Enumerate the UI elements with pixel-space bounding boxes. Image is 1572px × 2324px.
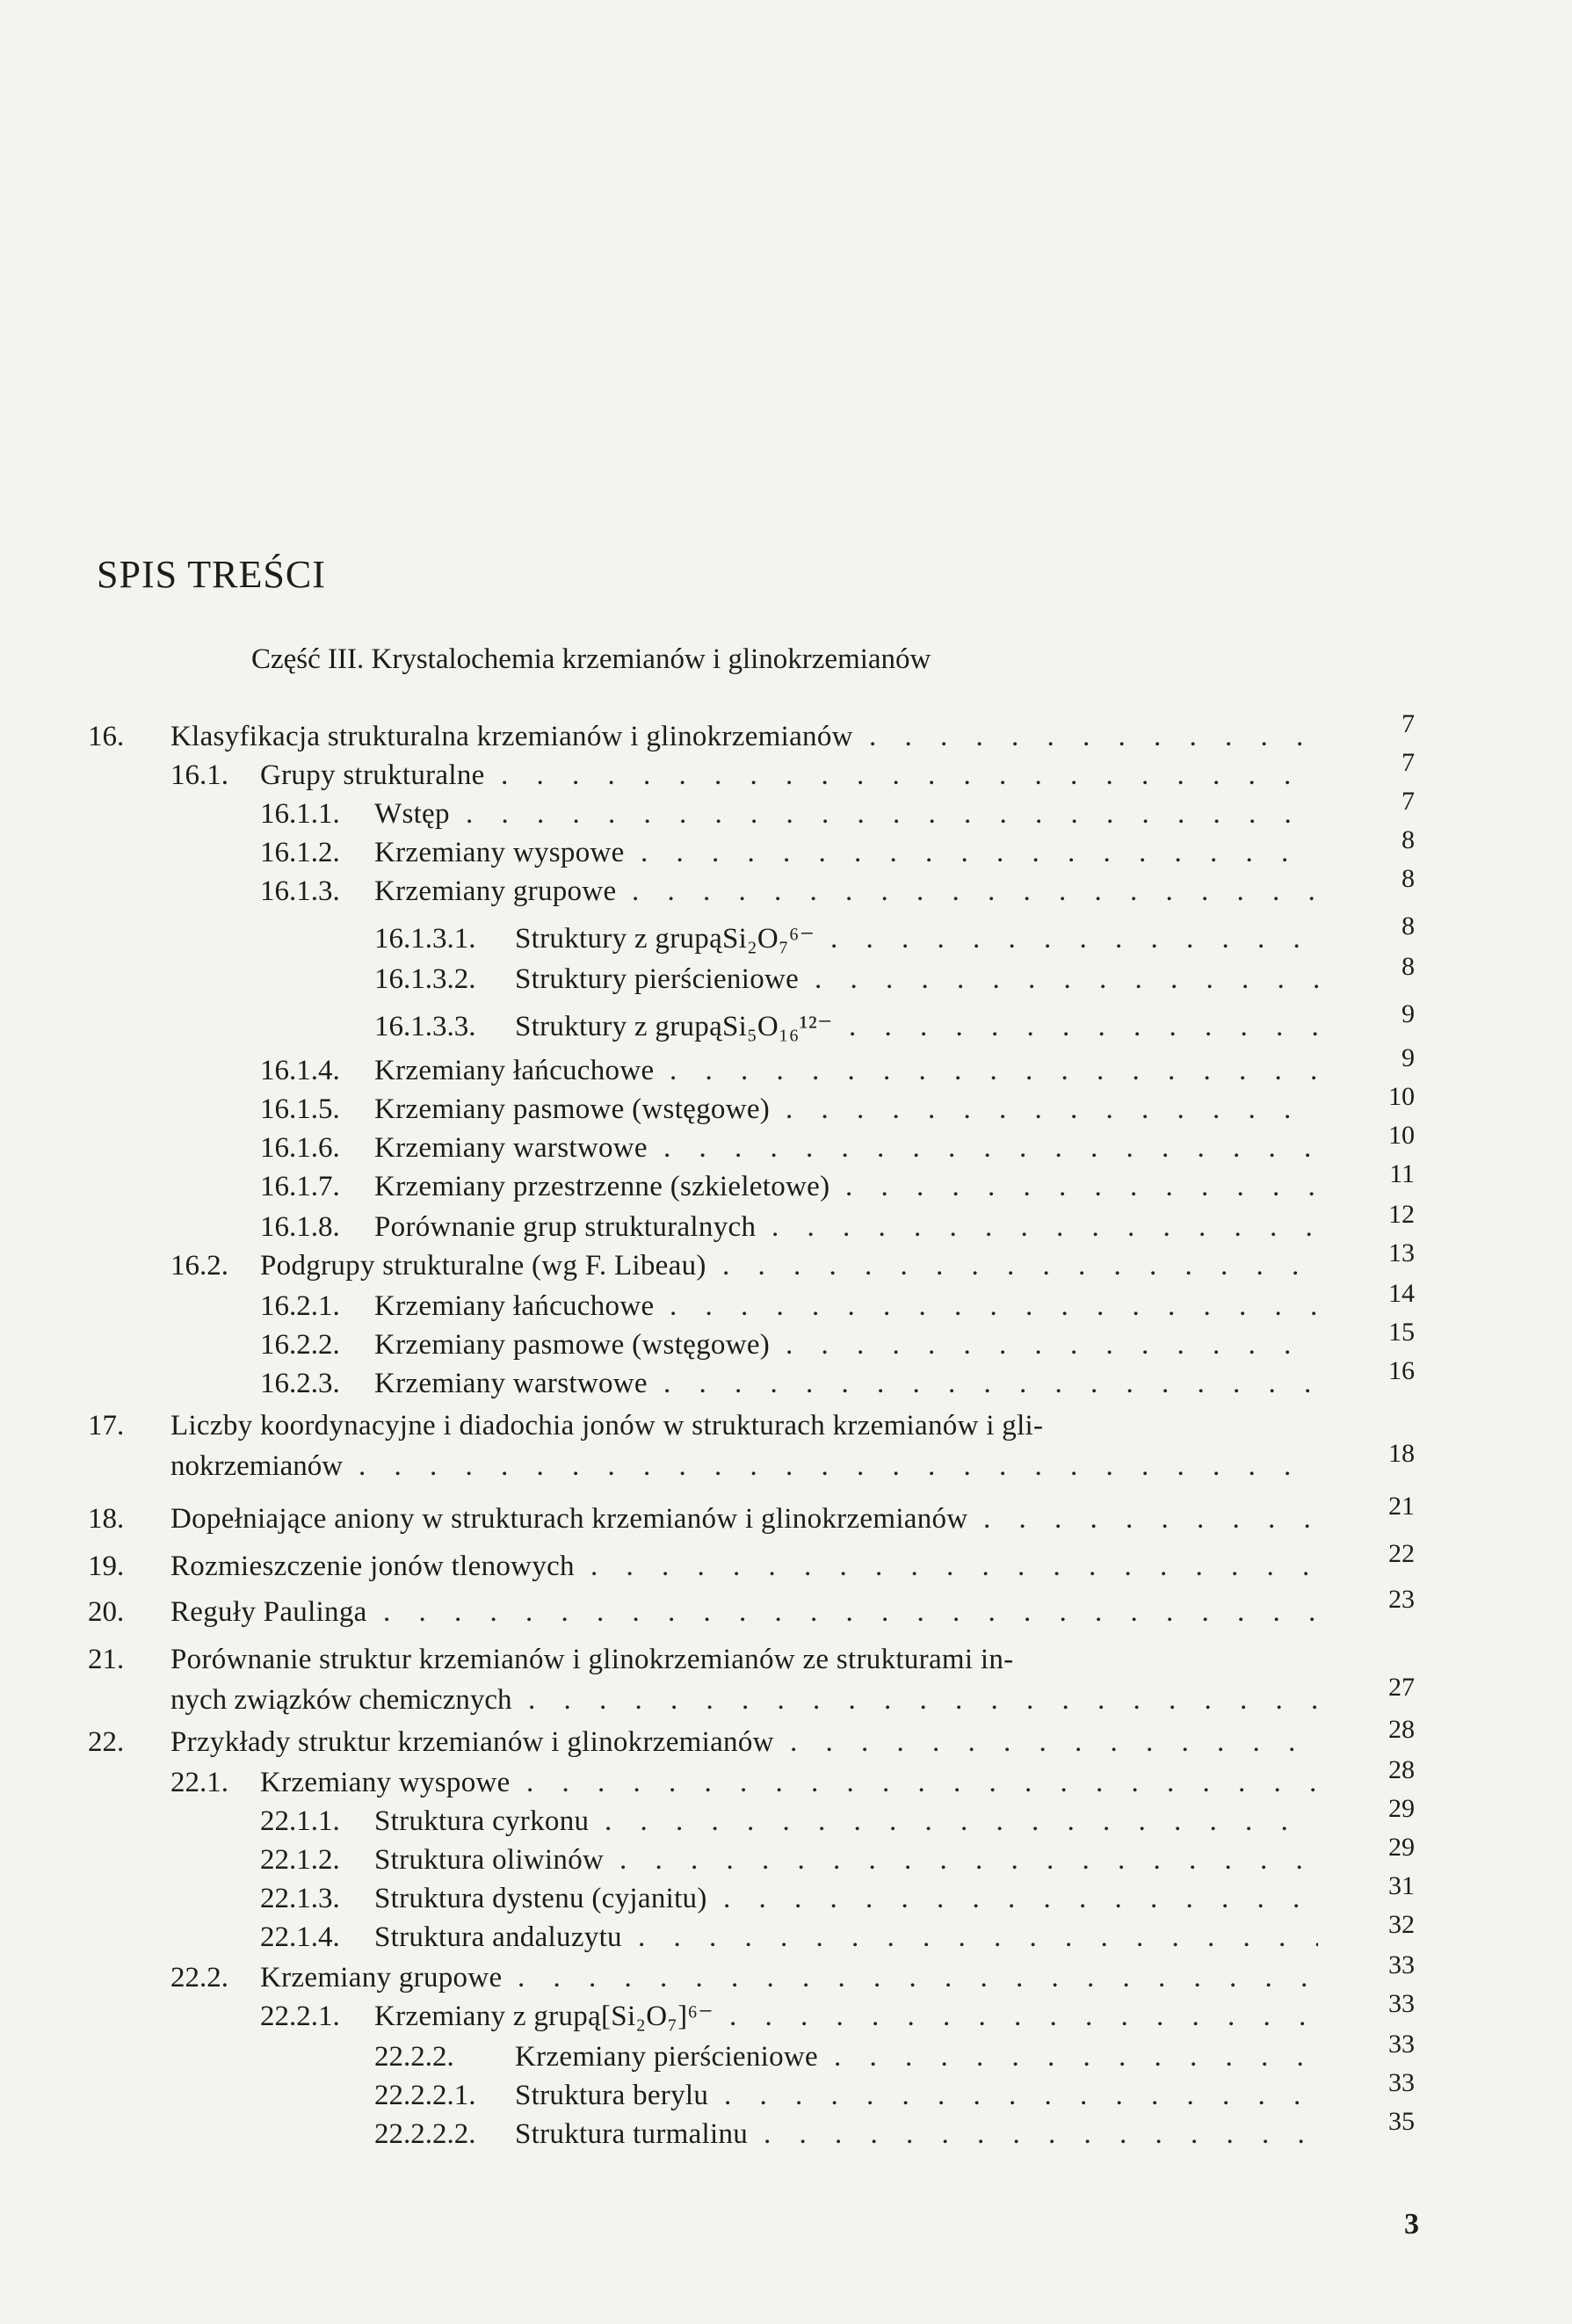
toc-entry-page: 27: [1388, 1673, 1415, 1702]
page-number: 3: [1404, 2208, 1419, 2240]
dot-leader: [722, 1246, 1318, 1285]
dot-leader: [501, 756, 1318, 795]
dot-leader: [830, 919, 1318, 958]
dot-leader: [466, 795, 1318, 833]
toc-entry-number: 22.2.: [170, 1962, 228, 1994]
toc-entry: [0, 1082, 1572, 1129]
dot-leader: [605, 1802, 1318, 1841]
toc-entry-page: 7: [1402, 787, 1415, 816]
toc-entry-number: 22.1.: [170, 1767, 228, 1798]
toc-entry-title: Krzemiany z grupą: [374, 2001, 601, 2032]
toc-entry-number: 22.1.3.: [260, 1883, 340, 1914]
toc-entry-title: Krzemiany pasmowe (wstęgowe): [374, 1329, 771, 1361]
dot-leader: [641, 833, 1318, 872]
dot-leader: [518, 1958, 1318, 1997]
toc-entry-number: 22.1.4.: [260, 1921, 340, 1953]
toc-entry-title: Struktury pierścieniowe: [515, 963, 800, 995]
toc-entry-number: 22.2.2.: [374, 2041, 454, 2073]
toc-entry: [0, 748, 1572, 795]
toc-entry-title: Klasyfikacja strukturalna krzemianów i glinokrzemianów: [170, 721, 853, 752]
toc-entry-title: Krzemiany łańcuchowe: [374, 1055, 655, 1086]
toc-entry: [0, 2068, 1572, 2115]
toc-entry-title: Wstęp: [374, 798, 450, 830]
toc-entry-number: 22.: [88, 1726, 125, 1758]
toc-entry-page: 16: [1388, 1356, 1415, 1385]
toc-entry-number: 17.: [88, 1410, 125, 1442]
dot-leader: [670, 1051, 1318, 1090]
toc-entry: [0, 2030, 1572, 2076]
toc-entry-number: 16.1.4.: [260, 1055, 340, 1086]
toc-entry-title: Struktura turmalinu: [515, 2118, 749, 2150]
dot-leader: [528, 1681, 1318, 1719]
toc-entry-number: 22.1.2.: [260, 1844, 340, 1876]
toc-entry-title: Struktura oliwinów: [374, 1844, 605, 1876]
toc-entry: [0, 1539, 1572, 1586]
dot-leader: [729, 1997, 1318, 2036]
toc-entry-title: Krzemiany przestrzenne (szkieletowe): [374, 1171, 830, 1202]
toc-entry-title: Krzemiany warstwowe: [374, 1368, 648, 1399]
dot-leader: [590, 1547, 1318, 1586]
toc-entry: [0, 1989, 1572, 2036]
toc-entry: [0, 709, 1572, 756]
toc-entry-number: 22.1.1.: [260, 1805, 340, 1837]
toc-entry-page: 8: [1402, 825, 1415, 854]
toc-entry-number: 16.2.1.: [260, 1290, 340, 1322]
toc-entry-title: Porównanie grup strukturalnych: [374, 1211, 757, 1243]
toc-entry: [0, 1200, 1572, 1246]
toc-entry: [0, 1318, 1572, 1364]
toc-entry-number: 16.1.3.3.: [374, 1011, 476, 1042]
dot-leader: [983, 1500, 1318, 1538]
dot-leader: [663, 1129, 1318, 1167]
toc-entry-title: Krzemiany wyspowe: [260, 1767, 511, 1798]
toc-entry-page: 8: [1402, 911, 1415, 940]
toc-entry: [0, 1121, 1572, 1167]
dot-leader: [663, 1364, 1318, 1403]
toc-entry-number: 18.: [88, 1503, 125, 1535]
toc-entry-page: 31: [1388, 1871, 1415, 1900]
toc-entry-formula: Si₂O₇⁶⁻: [722, 923, 815, 955]
dot-leader: [764, 2115, 1318, 2153]
toc-entry-page: 9: [1402, 1043, 1415, 1072]
toc-entry: [0, 825, 1572, 872]
toc-entry-page: 8: [1402, 864, 1415, 893]
dot-leader: [359, 1447, 1318, 1485]
toc-entry-number: 16.: [88, 721, 125, 752]
toc-entry-number: 19.: [88, 1551, 125, 1582]
dot-leader: [619, 1841, 1318, 1879]
toc-entry: [0, 952, 1572, 999]
toc-entry-number: 22.2.1.: [260, 2001, 340, 2032]
toc-entry-number: 16.1.8.: [260, 1211, 340, 1243]
toc-entry-page: 14: [1388, 1279, 1415, 1308]
toc-entry-title-continuation: nokrzemianów: [170, 1450, 344, 1482]
toc-entry-title: Krzemiany wyspowe: [374, 837, 625, 868]
toc-entry-title: Liczby koordynacyjne i diadochia jonów w strukturach krzemianów i gli-: [170, 1410, 1044, 1442]
page-title: SPIS TREŚCI: [97, 553, 326, 596]
toc-entry-page: 21: [1388, 1492, 1415, 1521]
toc-entry-title: Struktura dystenu (cyjanitu): [374, 1883, 707, 1914]
toc-entry-number: 22.2.2.2.: [374, 2118, 476, 2150]
toc-entry: [0, 911, 1572, 958]
toc-entry-page: 33: [1388, 1950, 1415, 1979]
toc-entry-page: 8: [1402, 952, 1415, 981]
toc-entry-page: 10: [1388, 1121, 1415, 1150]
toc-entry: [0, 1279, 1572, 1325]
toc-entry: [0, 1755, 1572, 1802]
toc-entry-number: 16.1.3.2.: [374, 963, 476, 995]
toc-entry-number: 16.1.5.: [260, 1093, 340, 1125]
toc-entry: [0, 1043, 1572, 1090]
toc-entry-page: 28: [1388, 1755, 1415, 1784]
dot-leader: [670, 1287, 1318, 1325]
toc-entry-page: 33: [1388, 2030, 1415, 2059]
toc-entry: [0, 1715, 1572, 1761]
toc-entry-title-continuation: nych związków chemicznych: [170, 1684, 512, 1716]
toc-entry: [0, 1492, 1572, 1538]
toc-entry-number: 21.: [88, 1644, 125, 1675]
toc-entry-title: Struktury z grupą: [515, 1011, 723, 1042]
toc-entry-page: 35: [1388, 2107, 1415, 2136]
toc-entry-page: 9: [1402, 999, 1415, 1028]
toc-entry-number: 22.2.2.1.: [374, 2080, 476, 2111]
dot-leader: [723, 1879, 1318, 1918]
dot-leader: [786, 1325, 1318, 1364]
toc-entry-title: Struktura berylu: [515, 2080, 709, 2111]
toc-entry: [0, 1950, 1572, 1997]
toc-entry: [0, 1833, 1572, 1879]
toc-entry-number: 16.1.7.: [260, 1171, 340, 1202]
toc-entry-title: Podgrupy strukturalne (wg F. Libeau): [260, 1250, 706, 1282]
toc-entry-number: 16.2.: [170, 1250, 228, 1282]
toc-entry: [0, 1585, 1572, 1631]
toc-entry: [0, 1356, 1572, 1403]
toc-entry: [0, 2107, 1572, 2153]
toc-entry-page: 33: [1388, 2068, 1415, 2097]
dot-leader: [772, 1208, 1318, 1246]
toc-entry-page: 33: [1388, 1989, 1415, 2018]
toc-entry-number: 16.1.2.: [260, 837, 340, 868]
toc-entry-number: 16.1.3.1.: [374, 923, 476, 955]
toc-entry-number: 16.1.6.: [260, 1132, 340, 1164]
toc-entry-title: Krzemiany łańcuchowe: [374, 1290, 655, 1322]
toc-entry-title: Krzemiany grupowe: [374, 875, 617, 907]
toc-entry-number: 16.1.3.: [260, 875, 340, 907]
toc-entry-page: 7: [1402, 709, 1415, 738]
toc-entry-title: Rozmieszczenie jonów tlenowych: [170, 1551, 575, 1582]
dot-leader: [815, 960, 1318, 999]
toc-entry-title: Struktura cyrkonu: [374, 1805, 590, 1837]
toc-entry: [0, 787, 1572, 833]
dot-leader: [526, 1763, 1318, 1802]
toc-entry: [0, 1238, 1572, 1285]
toc-entry: [0, 1159, 1572, 1206]
toc-entry-page: 12: [1388, 1200, 1415, 1229]
dot-leader: [632, 872, 1318, 911]
toc-entry-page: 10: [1388, 1082, 1415, 1111]
toc-entry-page: 29: [1388, 1794, 1415, 1823]
toc-entry-page: 23: [1388, 1585, 1415, 1614]
toc-entry-title: Krzemiany pierścieniowe: [515, 2041, 819, 2073]
dot-leader: [790, 1723, 1318, 1761]
toc-entry: [0, 999, 1572, 1046]
toc-entry-title: Porównanie struktur krzemianów i glinokrzemianów ze strukturami in-: [170, 1644, 1014, 1675]
toc-entry-title: Reguły Paulinga: [170, 1596, 367, 1628]
toc-entry: [0, 1871, 1572, 1918]
toc-entry-title: Struktury z grupą: [515, 923, 723, 955]
toc-entry-page: 32: [1388, 1910, 1415, 1939]
toc-entry-title: Struktura andaluzytu: [374, 1921, 622, 1953]
toc-entry-title: Dopełniające aniony w strukturach krzemianów i glinokrzemianów: [170, 1503, 968, 1535]
toc-entry-page: 7: [1402, 748, 1415, 777]
toc-entry-number: 16.1.1.: [260, 798, 340, 830]
dot-leader: [834, 2037, 1318, 2076]
toc-entry-number: 16.2.3.: [260, 1368, 340, 1399]
toc-entry-page: 29: [1388, 1833, 1415, 1862]
toc-entry-title: Krzemiany pasmowe (wstęgowe): [374, 1093, 771, 1125]
dot-leader: [724, 2076, 1318, 2115]
toc-entry-page: 28: [1388, 1715, 1415, 1744]
toc-entry-page: 11: [1389, 1159, 1415, 1188]
toc-entry: [0, 864, 1572, 911]
dot-leader: [383, 1593, 1318, 1631]
dot-leader: [786, 1090, 1318, 1129]
dot-leader: [845, 1167, 1318, 1206]
toc-entry-number: 16.1.: [170, 759, 228, 791]
toc-entry-page: 13: [1388, 1238, 1415, 1267]
dot-leader: [849, 1007, 1318, 1046]
toc-entry-title: Krzemiany warstwowe: [374, 1132, 648, 1164]
toc-entry-title: Krzemiany grupowe: [260, 1962, 503, 1994]
toc-entry: [0, 1910, 1572, 1957]
part-title: Część III. Krystalochemia krzemianów i glinokrzemianów: [251, 643, 931, 675]
toc-entry-page: 22: [1388, 1539, 1415, 1568]
toc-entry-title: Grupy strukturalne: [260, 759, 485, 791]
toc-entry-page: 18: [1388, 1439, 1415, 1468]
toc-entry: [0, 1794, 1572, 1841]
toc-entry-title: Przykłady struktur krzemianów i glinokrzemianów: [170, 1726, 774, 1758]
toc-entry-formula: Si₅O₁₆¹²⁻: [722, 1011, 833, 1042]
dot-leader: [869, 717, 1318, 756]
toc-entry-number: 20.: [88, 1596, 125, 1628]
toc-entry-number: 16.2.2.: [260, 1329, 340, 1361]
dot-leader: [638, 1918, 1318, 1957]
toc-entry-formula: [Si₂O₇]⁶⁻: [601, 2001, 714, 2032]
toc-entry-page: 15: [1388, 1318, 1415, 1347]
